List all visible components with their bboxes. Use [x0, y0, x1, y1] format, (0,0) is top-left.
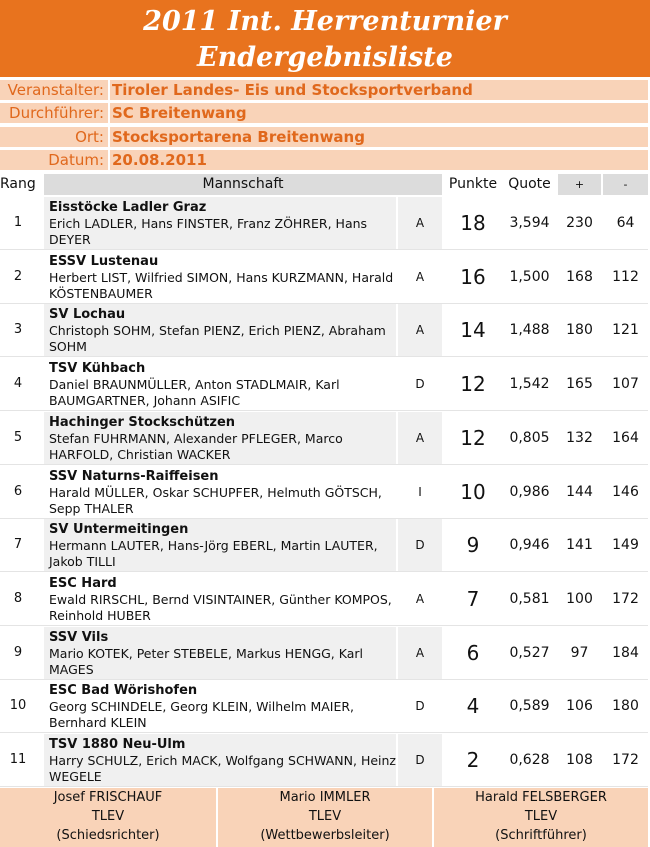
column-header-rank: Rang [0, 174, 42, 195]
rank-cell: 11 [9, 752, 27, 767]
minus-cell: 107 [612, 376, 639, 393]
table-row [0, 251, 648, 304]
table-row [0, 412, 648, 465]
rank-cell: 9 [13, 644, 23, 660]
signer-name: Mario IMMLER [279, 790, 371, 805]
team-players: Hermann LAUTER, Hans-Jörg EBERL, Martin LAUTER, Jakob TILLI [49, 538, 378, 570]
team-players: Daniel BRAUNMÜLLER, Anton STADLMAIR, Karl BAUMGARTNER, Johann ASIFIC [49, 377, 340, 409]
team-name: SSV Naturns-Raiffeisen [49, 468, 219, 484]
quote-cell: 1,500 [509, 268, 550, 285]
class-cell: D [398, 519, 442, 571]
minus-cell: 164 [612, 429, 639, 446]
team-cell [44, 734, 396, 786]
points-cell: 18 [460, 211, 486, 235]
minus-cell: 172 [612, 590, 639, 607]
quote-cell: 3,594 [509, 215, 550, 231]
points-cell: 6 [466, 640, 480, 665]
signature-footer [0, 788, 648, 847]
class-cell: A [398, 627, 442, 679]
quote-cell: 0,946 [509, 537, 550, 554]
table-row [0, 573, 648, 626]
signer-role: (Wettbewerbsleiter) [260, 828, 390, 843]
rank-cell: 4 [13, 376, 23, 392]
class-cell: A [398, 197, 442, 249]
team-cell [44, 680, 396, 732]
info-value: Tiroler Landes- Eis und Stocksportverband [108, 80, 648, 100]
team-name: ESSV Lustenau [49, 253, 159, 269]
points-cell: 16 [460, 264, 486, 289]
team-cell [44, 573, 396, 625]
info-row-organizer [0, 79, 648, 100]
info-value: Stocksportarena Breitenwang [108, 127, 648, 147]
team-cell [44, 358, 396, 410]
team-name: Eisstöcke Ladler Graz [49, 200, 207, 215]
minus-cell: 121 [612, 322, 639, 339]
rank-cell: 5 [13, 429, 23, 445]
info-label: Veranstalter: [7, 81, 104, 99]
table-row [0, 734, 648, 787]
minus-cell: 180 [612, 698, 639, 715]
class-cell: A [398, 304, 442, 356]
info-row-location [0, 126, 648, 147]
team-players: Christoph SOHM, Stefan PIENZ, Erich PIENZ, Abraham SOHM [49, 323, 386, 355]
info-row-date [0, 149, 648, 170]
minus-cell: 146 [612, 483, 639, 500]
info-label: Durchführer: [9, 104, 104, 122]
quote-cell: 0,527 [509, 644, 550, 661]
signer-org: TLEV [91, 809, 125, 824]
quote-cell: 0,805 [509, 429, 550, 446]
minus-cell: 172 [612, 752, 639, 768]
rank-cell: 10 [9, 698, 27, 714]
rank-cell: 1 [13, 215, 23, 230]
signer-org: TLEV [308, 809, 342, 824]
plus-cell: 141 [566, 537, 593, 554]
team-name: SV Untermeitingen [49, 522, 189, 538]
signer-name: Josef FRISCHAUF [53, 790, 163, 805]
points-cell: 9 [466, 533, 480, 558]
points-cell: 2 [466, 748, 480, 772]
column-header-quote: Quote [503, 174, 556, 195]
signer-role: (Schiedsrichter) [56, 828, 160, 843]
minus-cell: 149 [612, 537, 639, 554]
table-row [0, 519, 648, 572]
team-name: Hachinger Stockschützen [49, 414, 236, 430]
team-name: SV Lochau [49, 307, 126, 323]
team-cell [44, 304, 396, 356]
points-cell: 10 [460, 479, 486, 504]
team-players: Stefan FUHRMANN, Alexander PFLEGER, Marco HARFOLD, Christian WACKER [49, 430, 343, 462]
signer-name: Harald FELSBERGER [475, 790, 607, 805]
minus-cell: 64 [616, 215, 635, 231]
plus-cell: 180 [566, 322, 593, 339]
footer-col-competition-lead [216, 788, 432, 847]
team-name: ESC Bad Wörishofen [49, 683, 198, 699]
team-name: TSV Kühbach [49, 361, 146, 377]
points-cell: 14 [460, 318, 486, 343]
class-cell: D [415, 699, 425, 714]
info-label: Ort: [75, 128, 104, 146]
footer-col-secretary [432, 788, 648, 847]
quote-cell: 0,589 [509, 698, 550, 715]
class-cell: A [415, 591, 425, 606]
team-name: ESC Hard [49, 575, 117, 591]
rank-cell: 2 [13, 268, 23, 284]
table-row [0, 680, 648, 733]
plus-cell: 168 [566, 268, 593, 285]
table-row [0, 466, 648, 519]
class-cell: D [398, 734, 442, 786]
table-row [0, 304, 648, 357]
team-players: Erich LADLER, Hans FINSTER, Franz ZÖHRER, Hans DEYER [49, 216, 368, 247]
plus-cell: 165 [566, 376, 593, 393]
points-cell: 7 [466, 586, 480, 611]
class-cell: D [415, 377, 425, 392]
column-header-minus: - [603, 174, 648, 195]
class-cell: A [415, 269, 425, 284]
plus-cell: 144 [566, 483, 593, 500]
team-name: SSV Vils [49, 629, 109, 645]
team-players: Ewald RIRSCHL, Bernd VISINTAINER, Günther KOMPOS, Reinhold HUBER [49, 591, 392, 623]
info-label: Datum: [48, 151, 104, 169]
team-players: Harald MÜLLER, Oskar SCHUPFER, Helmuth GÖTSCH, Sepp THALER [49, 484, 382, 516]
column-header-plus: + [558, 174, 601, 195]
info-value: SC Breitenwang [108, 103, 648, 123]
team-name: TSV 1880 Neu-Ulm [49, 737, 186, 752]
plus-cell: 230 [566, 215, 593, 231]
minus-cell: 184 [612, 644, 639, 661]
plus-cell: 108 [566, 752, 593, 768]
plus-cell: 132 [566, 429, 593, 446]
plus-cell: 106 [566, 698, 593, 715]
plus-cell: 100 [566, 590, 593, 607]
quote-cell: 1,488 [509, 322, 550, 339]
rank-cell: 7 [13, 537, 23, 553]
signer-role: (Schriftführer) [495, 828, 587, 843]
table-row [0, 358, 648, 411]
team-cell [44, 251, 396, 303]
column-header-points: Punkte [444, 174, 502, 195]
team-cell [44, 466, 396, 518]
team-players: Mario KOTEK, Peter STEBELE, Markus HENGG, Karl MAGES [49, 645, 364, 677]
team-players: Georg SCHINDELE, Georg KLEIN, Wilhelm MAIER, Bernhard KLEIN [49, 699, 355, 731]
team-players: Herbert LIST, Wilfried SIMON, Hans KURZMANN, Harald KÖSTENBAUMER [49, 269, 394, 301]
team-cell [44, 197, 396, 249]
info-row-executor [0, 102, 648, 123]
rank-cell: 8 [13, 590, 23, 606]
team-players: Harry SCHULZ, Erich MACK, Wolfgang SCHWANN, Heinz WEGELE [49, 753, 396, 784]
minus-cell: 112 [612, 268, 639, 285]
team-cell [44, 412, 396, 464]
footer-col-referee [0, 788, 216, 847]
points-cell: 4 [466, 694, 480, 719]
info-value: 20.08.2011 [108, 150, 648, 170]
team-cell [44, 627, 396, 679]
rank-cell: 3 [13, 322, 23, 338]
quote-cell: 1,542 [509, 376, 550, 393]
team-cell [44, 519, 396, 571]
points-cell: 12 [460, 372, 486, 397]
table-row [0, 197, 648, 250]
table-header [0, 174, 648, 196]
rank-cell: 6 [13, 483, 23, 499]
page-header [0, 0, 650, 77]
column-header-team: Mannschaft [44, 174, 442, 195]
signer-org: TLEV [524, 809, 558, 824]
quote-cell: 0,986 [509, 483, 550, 500]
quote-cell: 0,628 [509, 752, 550, 768]
page-subtitle: Endergebnisliste [197, 42, 453, 73]
page-title: 2011 Int. Herrenturnier [143, 6, 507, 37]
points-cell: 12 [460, 425, 486, 450]
class-cell: A [398, 412, 442, 464]
class-cell: I [418, 484, 422, 499]
table-row [0, 627, 648, 680]
plus-cell: 97 [570, 644, 589, 661]
quote-cell: 0,581 [509, 590, 550, 607]
